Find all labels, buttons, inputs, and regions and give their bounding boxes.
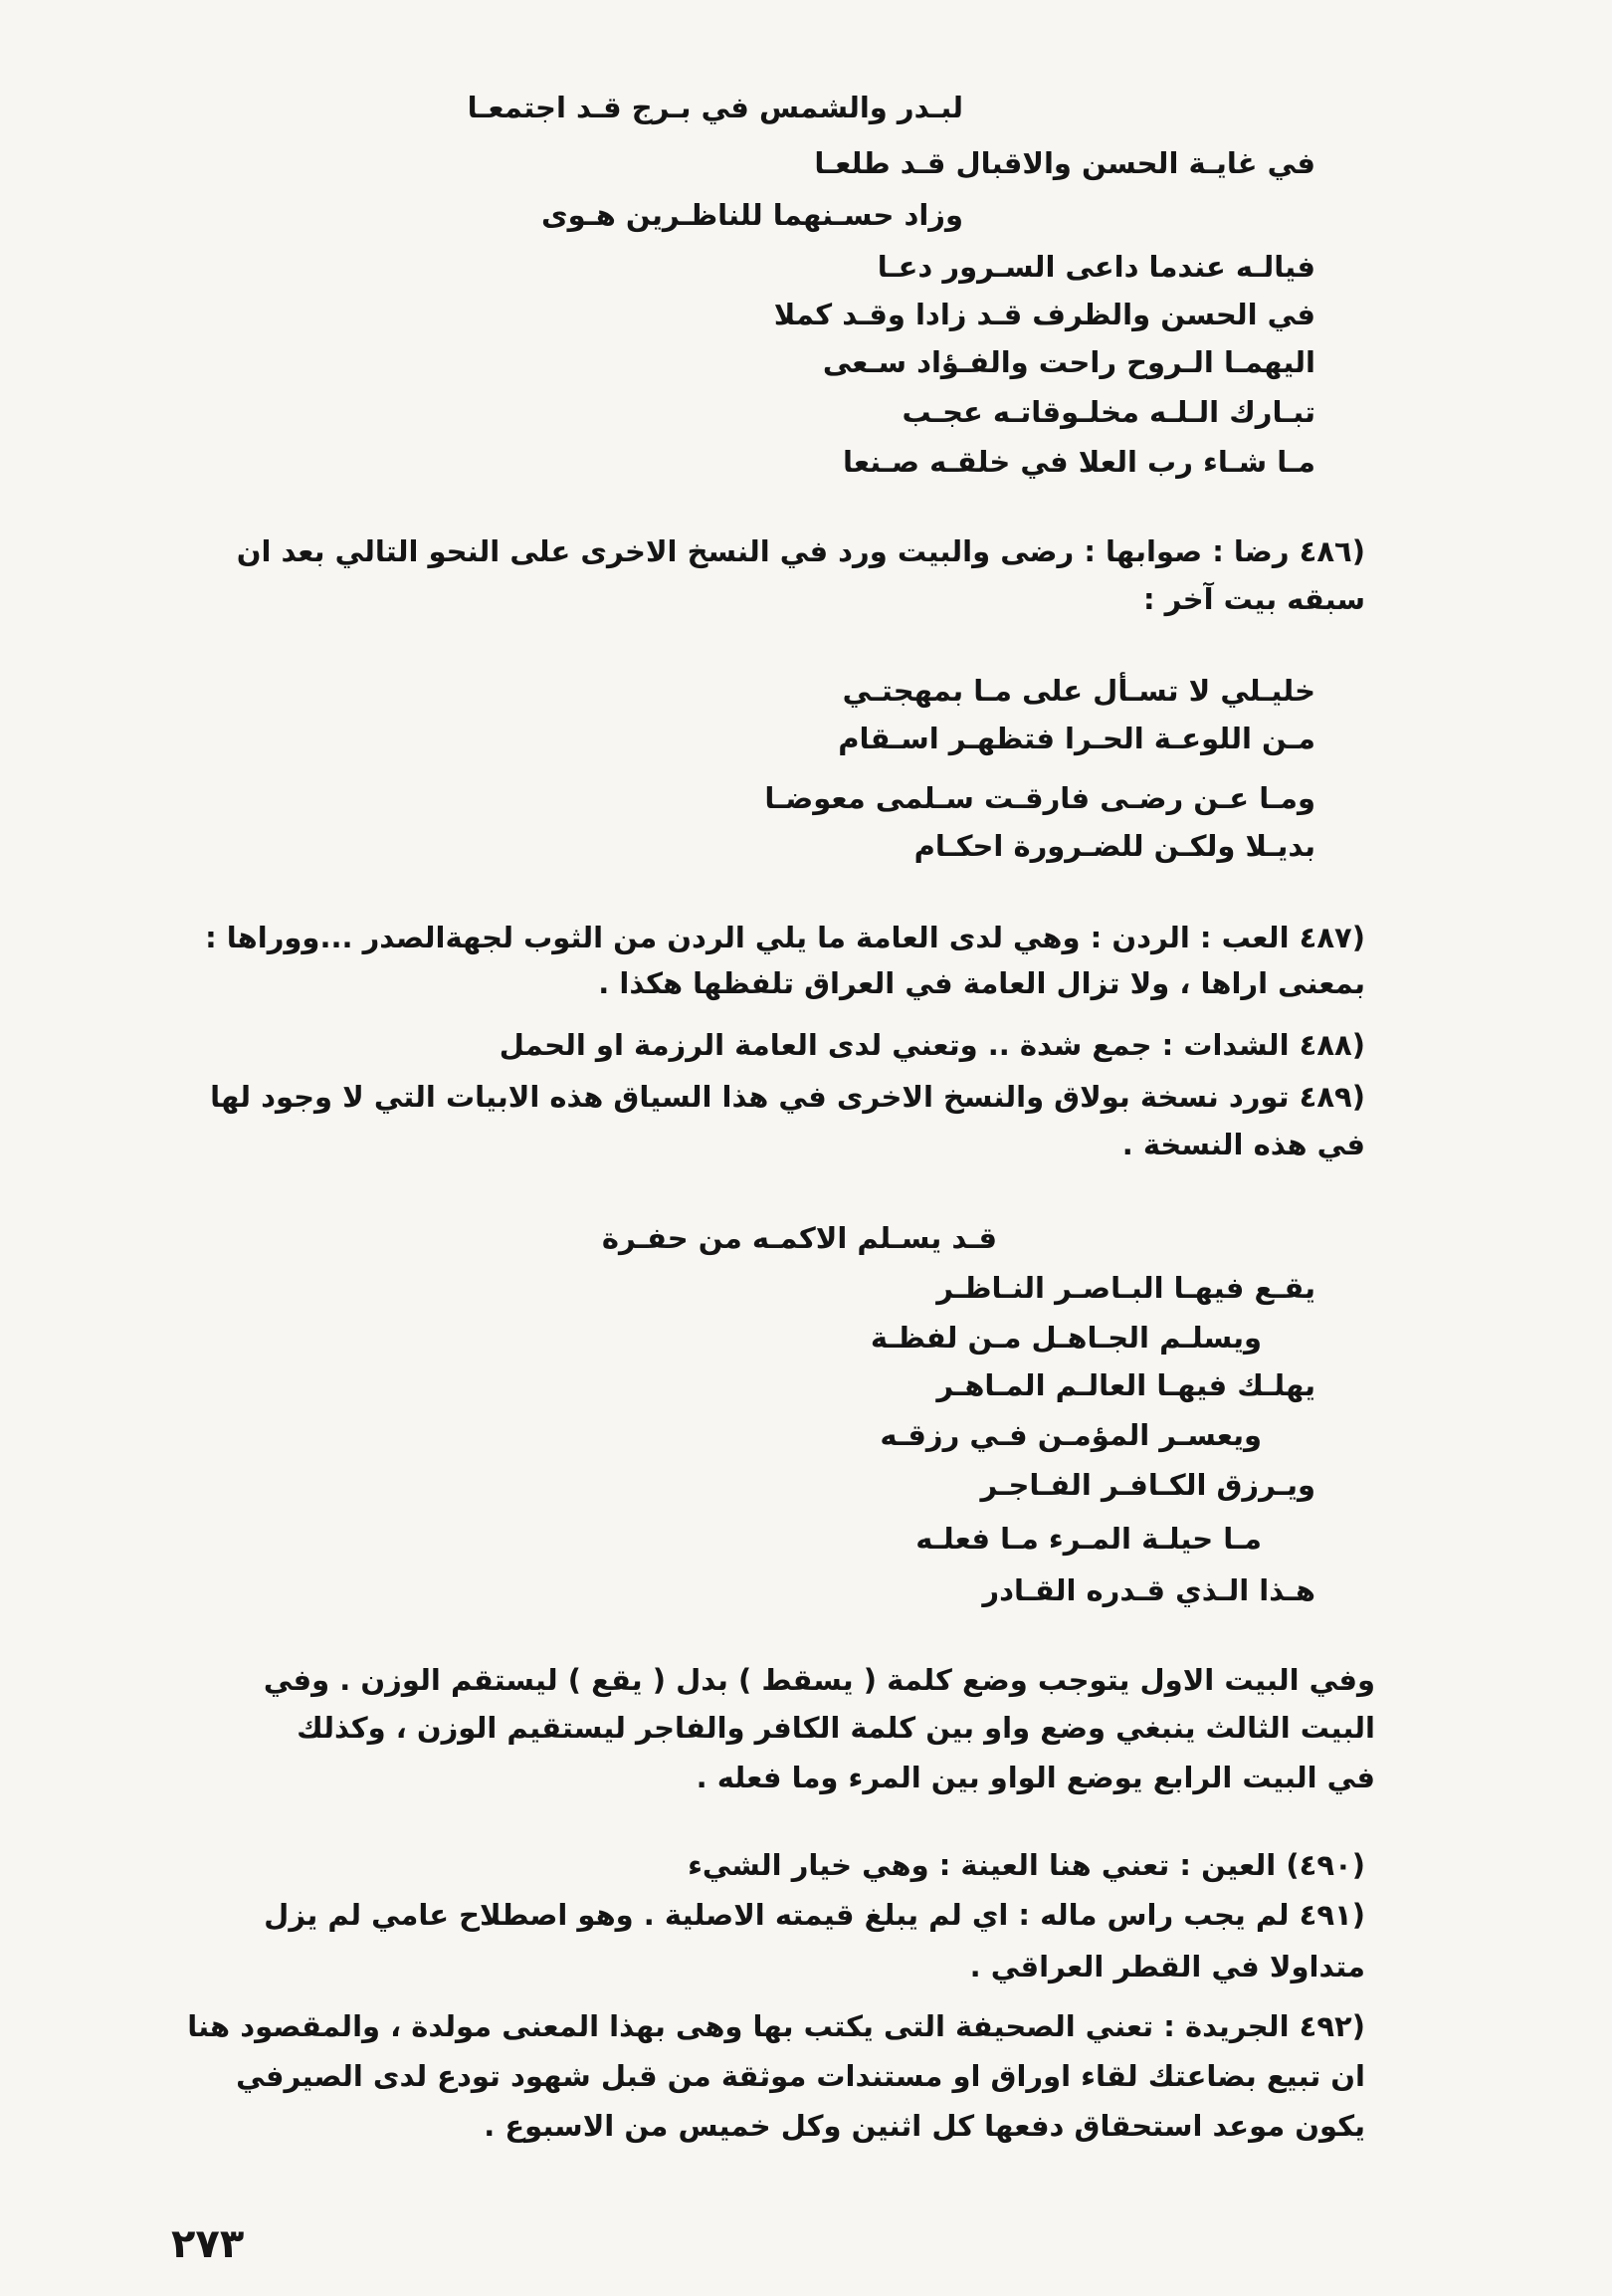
note-488-line-1 [500,1023,1365,1067]
note-486-line-1 [237,529,1365,573]
page-number: ٢٧٣ [171,2221,245,2267]
poem3-line-3: ويسلـم الجـاهـل مـن لفظـة [870,1321,1262,1355]
note-486-line-2: سبقه بيت آخر : [1142,582,1365,616]
paragraph-line-1: وفي البيت الاول يتوجب وضع كلمة ( يسقط ) بدل ( يقع ) ليستقم الوزن . وفي [263,1663,1375,1697]
note-492-line-2: ان تبيع بضاعتك لقاء اوراق او مستندات موثقة من قبل شهود تودع لدى الصيرفي [236,2059,1365,2093]
poem3-line-6: ويـرزق الكـافـر الفـاجـر [980,1468,1315,1502]
note-491-line-2: متداولا في القطر العراقي . [969,1950,1365,1983]
note-text: العب : الردن : وهي لدى العامة ما يلي الردن من الثوب لجهةالصدر ...ووراها : [205,921,1290,954]
poem1-line-8: مـا شـاء رب العلا في خلقـه صـنعا [842,445,1315,479]
poem3-line-7: مـا حيلـة المـرء مـا فعلـه [915,1522,1262,1556]
poem2-line-3: ومـا عـن رضـى فارقـت سـلمى معوضـا [764,781,1315,815]
poem1-line-6: اليهمـا الـروح راحت والفـؤاد سـعى [822,345,1315,379]
note-text: رضا : صوابها : رضى والبيت ورد في النسخ الاخرى على النحو التالي بعد ان [236,534,1290,568]
poem1-line-3: وزاد حسـنهما للناظـرين هـوى [541,198,963,232]
poem1-line-7: تبـارك الـلـه مخلـوقاتـه عجـب [902,395,1315,429]
note-number: (٤٩٠) [1286,1848,1365,1882]
note-number: (٤٨٧ [1299,921,1365,954]
poem1-line-5: في الحسن والظرف قـد زادا وقـد كملا [773,298,1315,331]
note-number: (٤٨٦ [1299,534,1365,568]
poem1-line-4: فيالـه عندما داعى السـرور دعـا [877,250,1315,284]
note-490-line-1 [688,1843,1365,1887]
note-number: (٤٩١ [1299,1898,1365,1932]
poem3-line-2: يقـع فيهـا البـاصـر النـاظـر [936,1271,1315,1305]
note-492-line-1 [187,2004,1365,2048]
note-text: تورد نسخة بولاق والنسخ الاخرى في هذا السياق هذه الابيات التي لا وجود لها [210,1080,1290,1114]
note-487-line-2: بمعنى اراها ، ولا تزال العامة في العراق تلفظها هكذا . [598,966,1365,1000]
note-491-line-1 [264,1893,1365,1937]
paragraph-line-3: في البيت الرابع يوضع الواو بين المرء وما فعله . [696,1761,1375,1794]
poem3-line-5: ويعسـر المؤمـن فـي رزقـه [880,1418,1262,1452]
note-492-line-3: يكون موعد استحقاق دفعها كل اثنين وكل خميس من الاسبوع . [484,2109,1365,2143]
poem3-line-4: يهلـك فيهـا العالـم المـاهـر [936,1368,1315,1402]
poem2-line-2: مـن اللوعـة الحـرا فتظهـر اسـقام [838,722,1315,755]
note-text: الشدات : جمع شدة .. وتعني لدى العامة الرزمة او الحمل [499,1028,1290,1062]
note-text: لم يجب راس ماله : اي لم يبلغ قيمته الاصلية . وهو اصطلاح عامي لم يزل [264,1898,1290,1932]
note-text: العين : تعني هنا العينة : وهي خيار الشيء [688,1848,1277,1882]
poem2-line-1: خليـلي لا تسـأل على مـا بمهجتـي [842,674,1315,708]
poem2-line-4: بديـلا ولكـن للضـرورة احكـام [913,829,1315,863]
poem3-line-1: قـد يسـلم الاكمـه من حفـرة [601,1221,997,1255]
note-487-line-1 [205,916,1365,959]
note-489-line-2: في هذه النسخة . [1121,1128,1365,1161]
note-number: (٤٨٩ [1299,1080,1365,1114]
paragraph-line-2: البيت الثالث ينبغي وضع واو بين كلمة الكافر والفاجر ليستقيم الوزن ، وكذلك [297,1711,1375,1745]
poem3-line-8: هـذا الـذي قـدره القـادر [982,1573,1315,1607]
note-number: (٤٩٢ [1299,2009,1365,2043]
note-text: الجريدة : تعني الصحيفة التى يكتب بها وهى بهذا المعنى مولدة ، والمقصود هنا [187,2009,1290,2043]
note-number: (٤٨٨ [1299,1028,1365,1062]
poem1-line-1: لبـدر والشمس في بـرج قـد اجتمعـا [467,91,963,124]
note-489-line-1 [210,1075,1365,1119]
poem1-line-2: في غايـة الحسن والاقبال قـد طلعـا [814,146,1315,180]
